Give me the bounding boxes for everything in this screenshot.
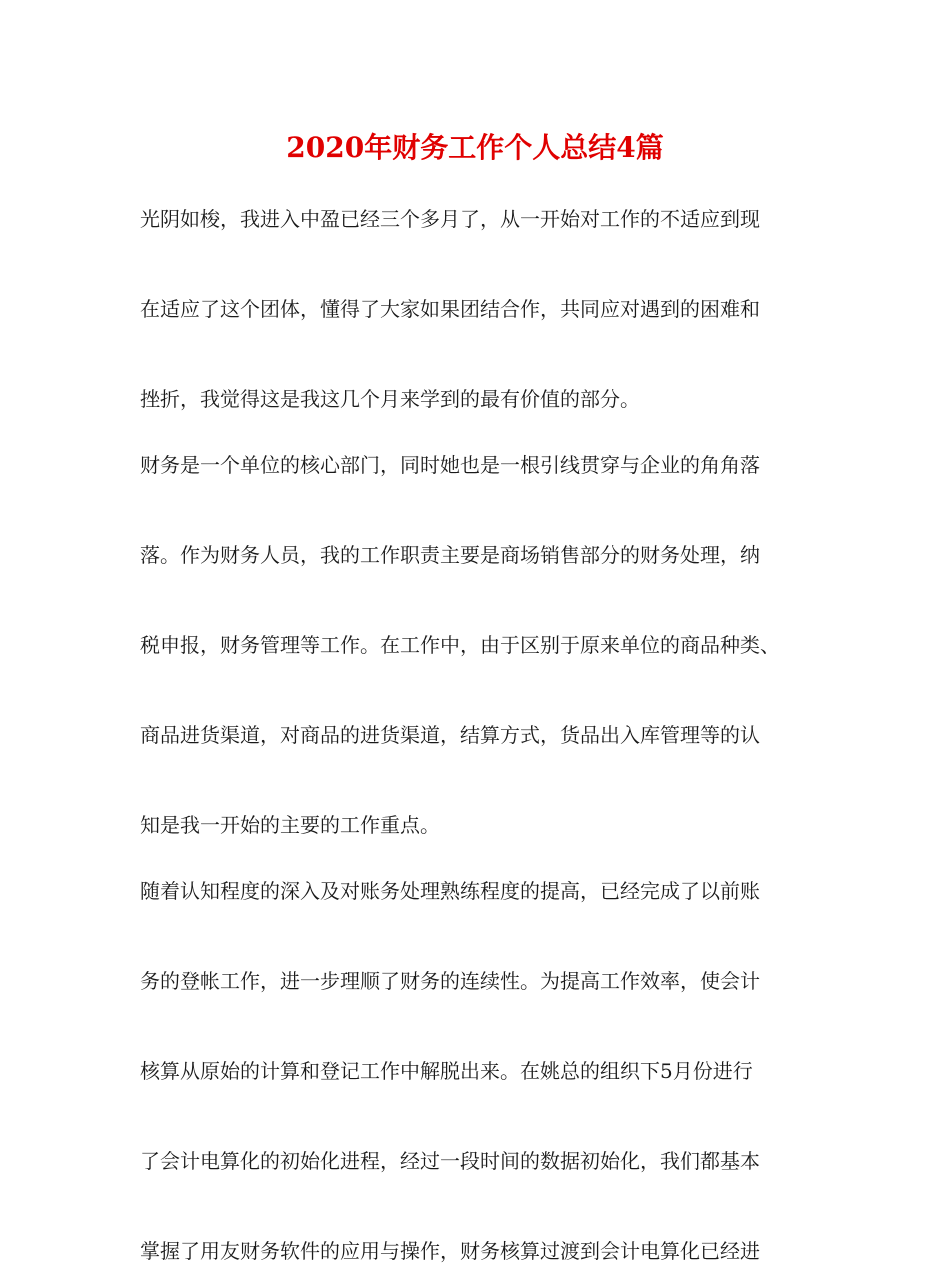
paragraph-line: 在适应了这个团体，懂得了大家如果团结合作，共同应对遇到的困难和 bbox=[140, 297, 760, 321]
paragraph-line: 财务是一个单位的核心部门，同时她也是一根引线贯穿与企业的角角落 bbox=[140, 453, 760, 477]
document-title: 2020年财务工作个人总结4篇 bbox=[286, 131, 664, 164]
paragraph-line: 光阴如梭，我进入中盈已经三个多月了，从一开始对工作的不适应到现 bbox=[140, 207, 760, 231]
paragraph-line: 挫折，我觉得这是我这几个月来学到的最有价值的部分。 bbox=[140, 387, 640, 411]
paragraph-line: 掌握了用友财务软件的应用与操作，财务核算过渡到会计电算化已经进 bbox=[140, 1239, 760, 1263]
paragraph-line: 商品进货渠道，对商品的进货渠道，结算方式，货品出入库管理等的认 bbox=[140, 723, 760, 747]
paragraph-line: 务的登帐工作，进一步理顺了财务的连续性。为提高工作效率，使会计 bbox=[140, 969, 760, 993]
paragraph-line: 知是我一开始的主要的工作重点。 bbox=[140, 813, 440, 837]
document-body bbox=[140, 204, 840, 1266]
paragraph-line: 落。作为财务人员，我的工作职责主要是商场销售部分的财务处理，纳 bbox=[140, 543, 760, 567]
paragraph-1 bbox=[140, 204, 840, 414]
paragraph-line: 核算从原始的计算和登记工作中解脱出来。在姚总的组织下5月份进行 bbox=[140, 1059, 753, 1083]
paragraph-line: 随着认知程度的深入及对账务处理熟练程度的提高，已经完成了以前账 bbox=[140, 879, 760, 903]
paragraph-2 bbox=[140, 450, 840, 840]
paragraph-line: 税申报，财务管理等工作。在工作中，由于区别于原来单位的商品种类、 bbox=[140, 633, 780, 657]
paragraph-line: 了会计电算化的初始化进程，经过一段时间的数据初始化，我们都基本 bbox=[140, 1149, 760, 1173]
paragraph-3 bbox=[140, 876, 840, 1266]
